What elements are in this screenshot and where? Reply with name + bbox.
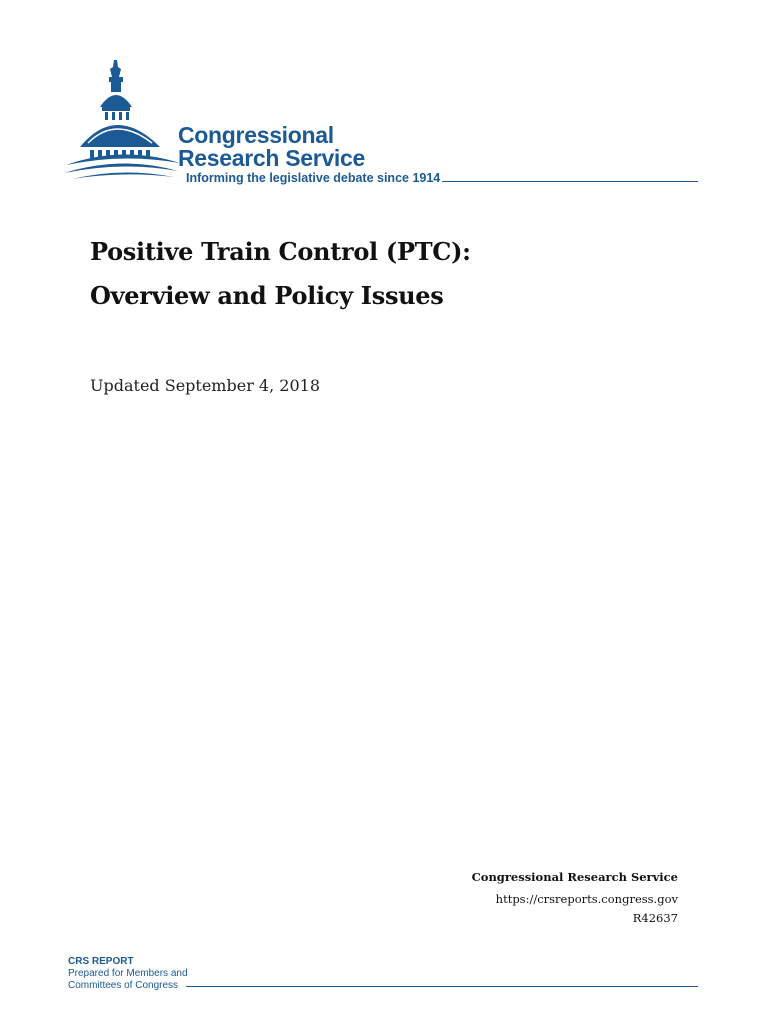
footer-line2: Prepared for Members and (68, 968, 188, 979)
org-name (178, 124, 365, 170)
org-name-line1: Congressional (178, 122, 334, 148)
footer-line3: Committees of Congress (68, 980, 179, 991)
tagline: Informing the legislative debate since 1914 (186, 171, 441, 185)
org-name-line2: Research Service (178, 145, 366, 171)
report-id: R42637 (632, 911, 678, 925)
title-line2: Overview and Policy Issues (90, 281, 444, 310)
footer-divider (186, 986, 698, 987)
updated-date: Updated September 4, 2018 (90, 376, 320, 395)
document-title (90, 230, 471, 318)
header-divider (442, 181, 698, 182)
publisher-url[interactable]: https://crsreports.congress.gov (495, 892, 678, 906)
footer-label: CRS REPORT (68, 956, 134, 967)
title-line1: Positive Train Control (PTC): (90, 237, 471, 266)
footer-block (68, 956, 188, 992)
publisher-name: Congressional Research Service (471, 870, 678, 884)
publisher-block (472, 870, 678, 925)
